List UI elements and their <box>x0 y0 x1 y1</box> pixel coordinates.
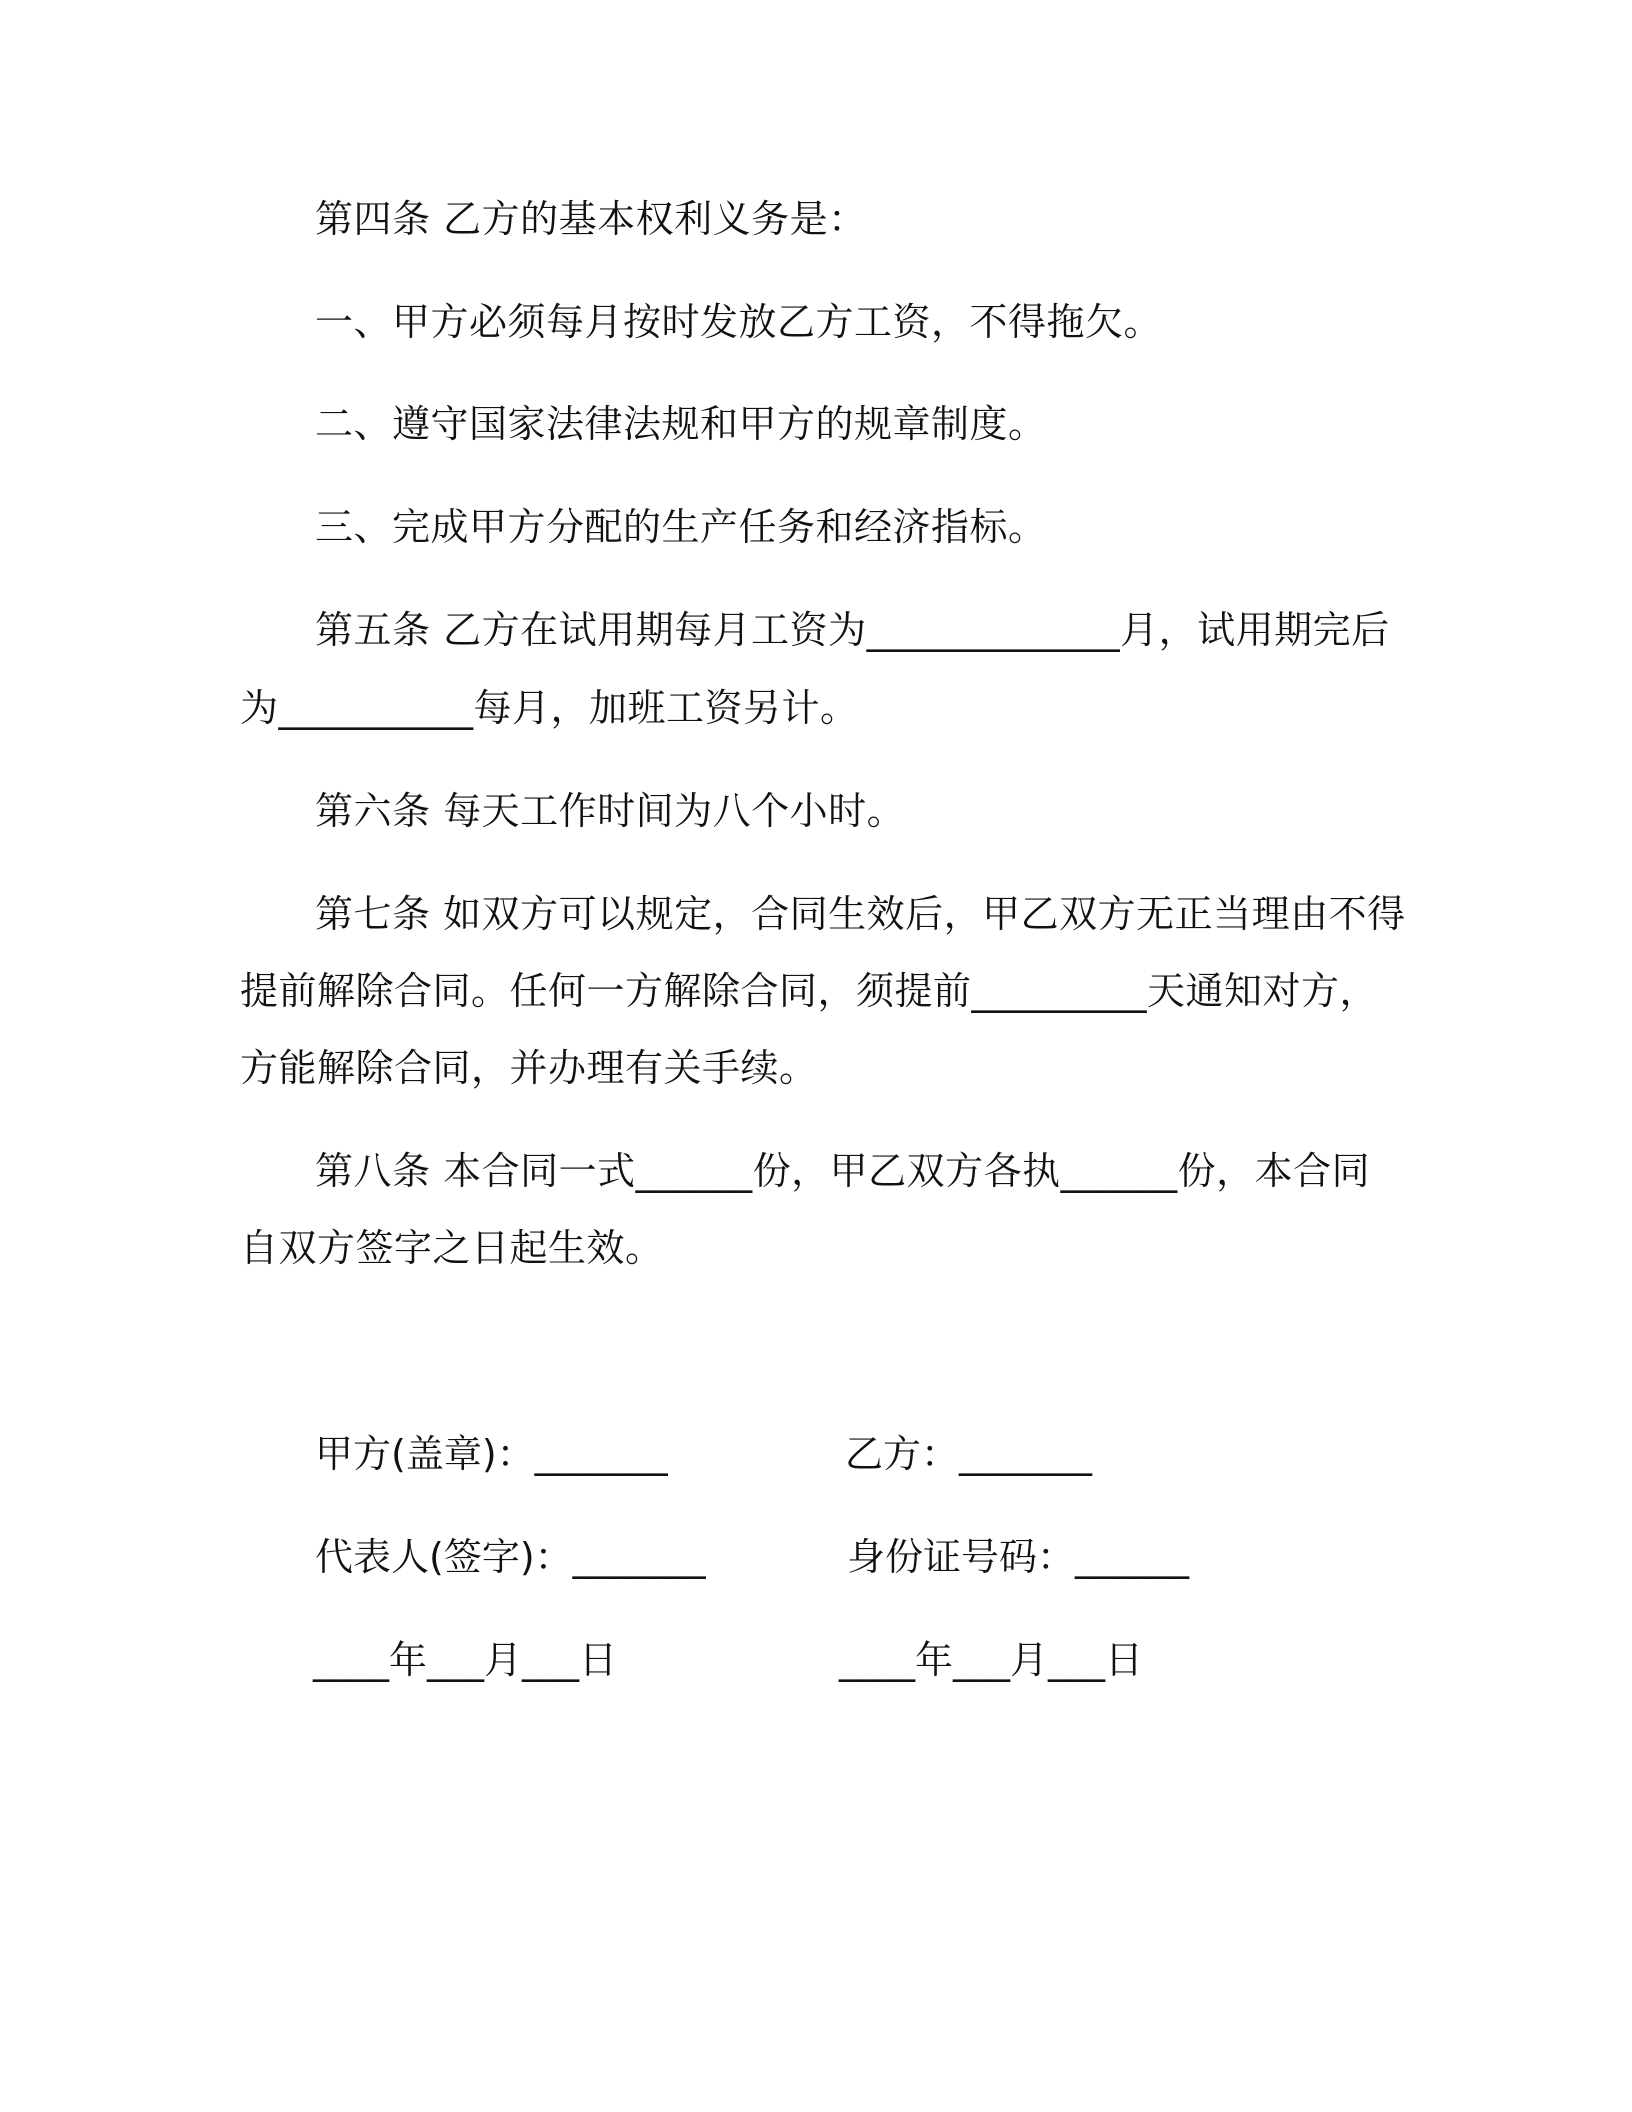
article-4-heading: 第四条 乙方的基本权利义务是： <box>315 197 867 241</box>
article-8-line-2: 自双方签字之日起生效。 <box>240 1226 664 1270</box>
article-7-line-1: 第七条 如双方可以规定，合同生效后，甲乙双方无正当理由不得 <box>315 892 1406 936</box>
party-b-field: 乙方：_______ <box>845 1432 1093 1476</box>
article-4-item-1: 一、甲方必须每月按时发放乙方工资，不得拖欠。 <box>315 300 1163 344</box>
party-a-seal-field: 甲方(盖章)：_______ <box>315 1432 668 1476</box>
article-5-line-1: 第五条 乙方在试用期每月工资为_____________月，试用期完后 <box>315 608 1390 652</box>
article-4-item-2: 二、遵守国家法律法规和甲方的规章制度。 <box>315 402 1047 446</box>
party-a-date-field: ____年___月___日 <box>313 1638 618 1682</box>
party-b-date-field: ____年___月___日 <box>839 1638 1144 1682</box>
article-8-line-1: 第八条 本合同一式______份，甲乙双方各执______份，本合同 <box>315 1149 1371 1193</box>
article-6: 第六条 每天工作时间为八个小时。 <box>315 789 906 833</box>
representative-signature-field: 代表人(签字)：_______ <box>315 1535 706 1579</box>
article-5-line-2: 为__________每月，加班工资另计。 <box>240 686 859 730</box>
article-7-line-2: 提前解除合同。任何一方解除合同，须提前_________天通知对方， <box>240 969 1379 1013</box>
article-4-item-3: 三、完成甲方分配的生产任务和经济指标。 <box>315 505 1047 549</box>
id-number-field: 身份证号码：______ <box>847 1535 1190 1579</box>
article-7-line-3: 方能解除合同，并办理有关手续。 <box>240 1046 818 1090</box>
